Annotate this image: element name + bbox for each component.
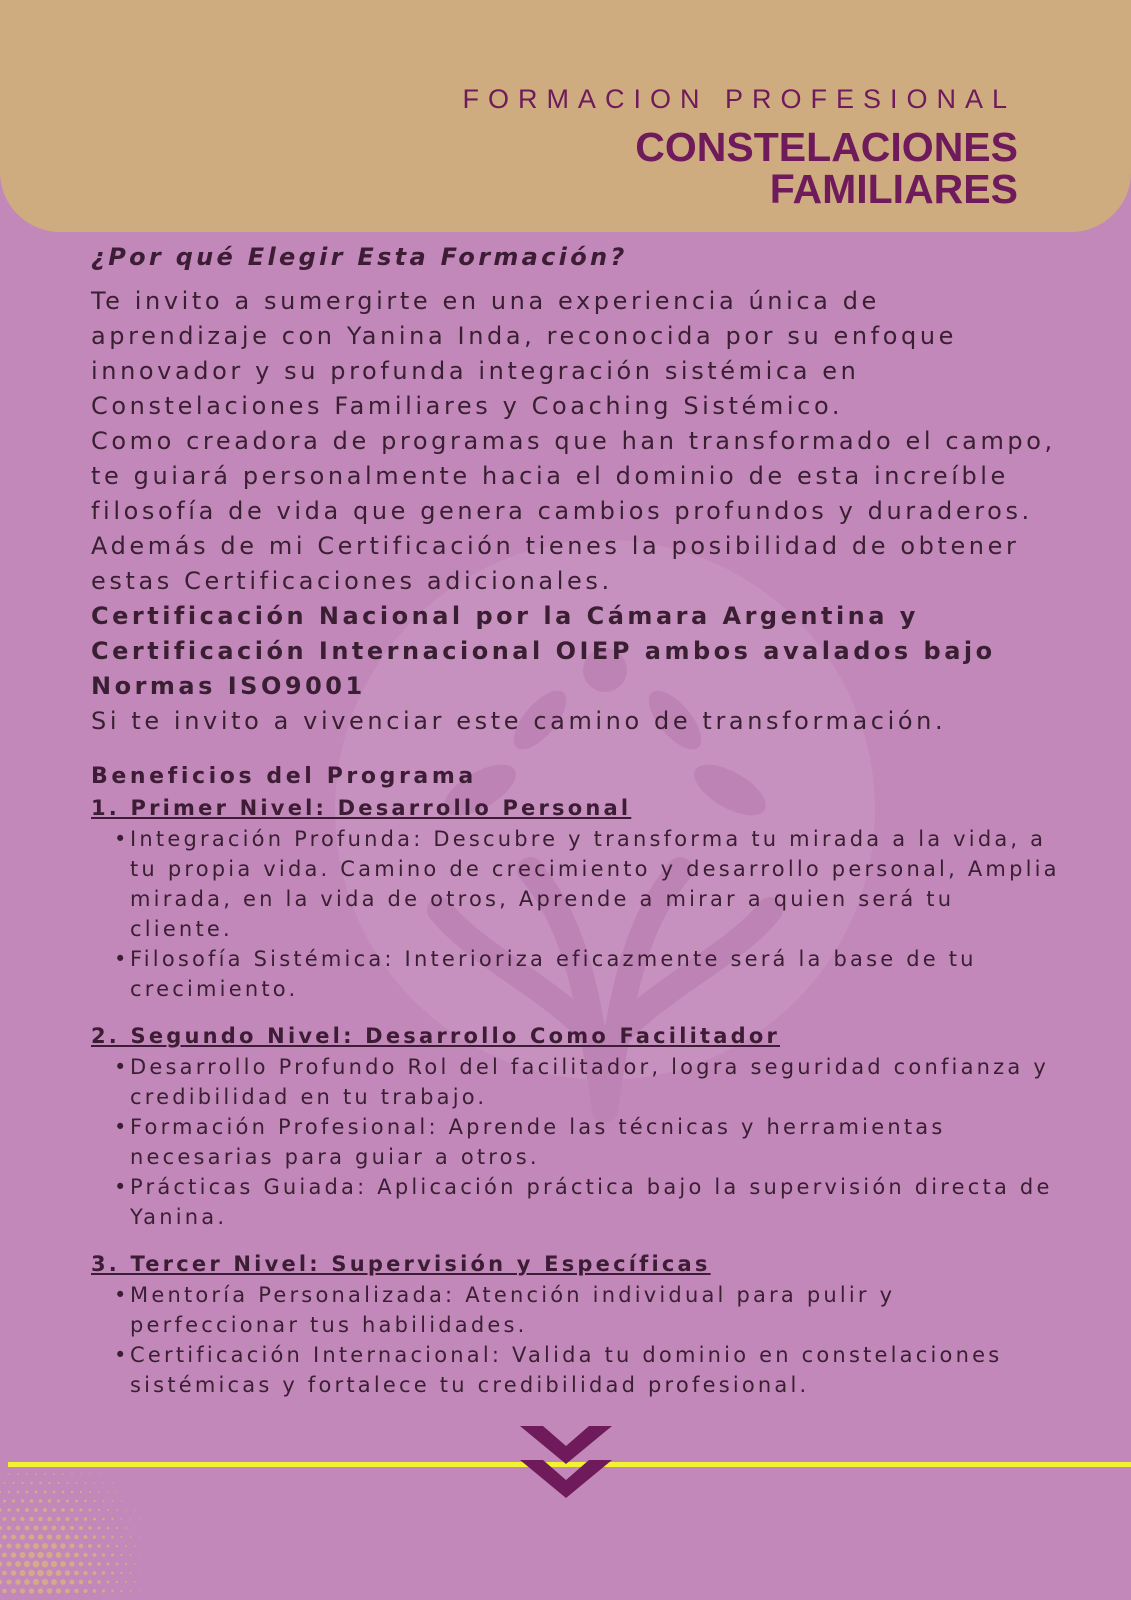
decor-dot (62, 1473, 64, 1475)
decor-dot (46, 1552, 52, 1558)
decor-dot (33, 1525, 38, 1530)
list-item: • Certificación Internacional: Valida tu dominio en constelaciones sistémicas y fortalece tu credibilidad profesional. (130, 1340, 1061, 1400)
level-3-title: 3. Tercer Nivel: Supervisión y Específicas (91, 1252, 711, 1276)
decor-dot (24, 1543, 30, 1549)
decor-dot (106, 1544, 109, 1547)
decor-dot (61, 1508, 65, 1512)
decor-dot (88, 1562, 92, 1566)
decor-dot (89, 1509, 92, 1512)
main-title-line2: FAMILIARES (769, 166, 1018, 212)
decor-dot (116, 1581, 119, 1584)
decor-dot (80, 1473, 81, 1474)
decor-dot (42, 1525, 47, 1530)
decor-dot (106, 1562, 109, 1565)
decor-dot (29, 1534, 34, 1539)
decor-dot (19, 1570, 25, 1576)
decor-dot (0, 1473, 1, 1474)
list-item: • Mentoría Personalizada: Atención individual para pulir y perfeccionar tus habilidades. (130, 1280, 1061, 1340)
decor-dot (20, 1517, 24, 1521)
decor-dot (93, 1500, 95, 1502)
decor-dot (15, 1543, 20, 1548)
decor-dot (83, 1571, 87, 1575)
decor-dot (57, 1482, 59, 1484)
decor-dot (93, 1535, 97, 1539)
decor-dot (79, 1562, 84, 1567)
decor-dot (83, 1535, 87, 1539)
list-item: • Desarrollo Profundo Rol del facilitador, logra seguridad confianza y credibilidad en tu trabajo. (130, 1052, 1061, 1112)
decor-dot (74, 1570, 79, 1575)
decor-dot (125, 1581, 127, 1583)
decor-dot (125, 1509, 126, 1510)
decor-dot (8, 1473, 10, 1475)
decor-dot (65, 1535, 70, 1540)
decor-dot (120, 1572, 122, 1574)
decor-dot (11, 1535, 16, 1540)
decor-dot (97, 1562, 101, 1566)
decor-dot (76, 1482, 78, 1484)
decor-dot (134, 1509, 135, 1510)
decor-dot (74, 1535, 78, 1539)
decor-dot (11, 1517, 15, 1521)
decor-dot (12, 1482, 14, 1484)
decor-dot (125, 1563, 127, 1565)
decor-dot (111, 1572, 114, 1575)
decor-dot (98, 1473, 99, 1474)
decor-dot (3, 1500, 6, 1503)
decor-dot (38, 1588, 44, 1594)
decor-dot (21, 1482, 23, 1484)
decor-dot (0, 1526, 2, 1530)
decor-dot (112, 1500, 114, 1502)
why-title: ¿Por qué Elegir Esta Formación? (91, 243, 628, 271)
double-chevron-down-icon (520, 1422, 612, 1502)
decor-dot (47, 1517, 51, 1521)
decor-dot (6, 1543, 11, 1548)
decor-dot (7, 1508, 10, 1511)
decor-dot (79, 1508, 82, 1511)
decor-dot (130, 1518, 131, 1519)
decor-dot (111, 1518, 113, 1520)
decor-dot (56, 1517, 60, 1521)
decor-dot (98, 1491, 100, 1493)
decor-dot (65, 1589, 70, 1594)
decor-dot (51, 1561, 57, 1567)
decor-dot (11, 1552, 17, 1558)
decor-dot (29, 1588, 35, 1594)
decor-dot (65, 1517, 69, 1521)
intro-text (91, 284, 1061, 739)
decor-dot (52, 1508, 56, 1512)
decor-dot (74, 1589, 79, 1594)
decor-dot (0, 1508, 2, 1511)
decor-dot (7, 1526, 11, 1530)
decor-dot (15, 1579, 21, 1585)
decor-dot (48, 1499, 51, 1502)
decor-dot (75, 1517, 79, 1521)
header-kicker: FORMACION PROFESIONAL (462, 84, 1016, 114)
level-3-list (91, 1280, 1061, 1400)
decor-dot (60, 1561, 66, 1567)
decor-dot (0, 1491, 1, 1493)
decor-dot (47, 1534, 52, 1539)
decor-dot (102, 1553, 105, 1556)
decor-dot (47, 1588, 53, 1594)
decor-dot (2, 1570, 7, 1575)
closing-text: Si te invito a vivenciar este camino de transformación. (91, 707, 947, 735)
decor-dot (65, 1570, 71, 1576)
decor-dot (111, 1554, 114, 1557)
decor-dot (52, 1526, 57, 1531)
decor-dot (116, 1509, 118, 1511)
decor-dot (83, 1589, 87, 1593)
decor-dot (33, 1561, 40, 1568)
decor-dot (66, 1482, 68, 1484)
dot-pattern-decoration (0, 1470, 150, 1600)
decor-dot (62, 1491, 65, 1494)
decor-dot (70, 1526, 74, 1530)
decor-dot (60, 1543, 65, 1548)
decor-dot (30, 1482, 32, 1484)
decor-dot (57, 1499, 60, 1502)
decor-dot (6, 1579, 11, 1584)
decor-dot (33, 1579, 39, 1585)
decor-dot (69, 1579, 74, 1584)
decor-dot (88, 1544, 92, 1548)
level-2-title: 2. Segundo Nivel: Desarrollo Como Facilitador (91, 1024, 781, 1048)
decor-dot (38, 1534, 44, 1540)
decor-dot (42, 1543, 48, 1549)
decor-dot (93, 1553, 97, 1557)
decor-dot (0, 1544, 2, 1549)
decor-dot (39, 1499, 42, 1502)
decor-dot (55, 1570, 61, 1576)
decor-dot (39, 1482, 41, 1484)
list-item: • Prácticas Guiada: Aplicación práctica bajo la supervisión directa de Yanina. (130, 1172, 1061, 1232)
decor-dot (103, 1500, 105, 1502)
decor-dot (102, 1589, 105, 1592)
decor-dot (116, 1491, 117, 1492)
decor-dot (56, 1552, 62, 1558)
decor-dot (2, 1552, 7, 1557)
decor-dot (26, 1473, 28, 1475)
decor-dot (102, 1571, 105, 1574)
decor-dot (120, 1554, 122, 1556)
decor-dot (42, 1561, 49, 1568)
decor-dot (79, 1544, 84, 1549)
main-title (635, 126, 1018, 210)
decor-dot (30, 1499, 33, 1502)
decor-dot (53, 1473, 55, 1475)
decor-dot (6, 1561, 11, 1566)
decor-dot (24, 1561, 30, 1567)
decor-dot (107, 1527, 110, 1530)
decor-dot (134, 1545, 136, 1547)
decor-dot (125, 1527, 127, 1529)
decor-dot (43, 1508, 47, 1512)
decor-dot (134, 1563, 136, 1565)
decor-dot (139, 1536, 140, 1537)
decor-dot (3, 1517, 7, 1521)
decor-dot (79, 1526, 83, 1530)
decor-dot (139, 1554, 140, 1555)
decor-dot (93, 1571, 97, 1575)
decor-dot (121, 1518, 123, 1520)
decor-dot (97, 1580, 101, 1584)
decor-dot (89, 1473, 90, 1474)
header-banner (0, 0, 1131, 232)
decor-dot (56, 1534, 61, 1539)
decor-dot (16, 1526, 21, 1531)
decor-dot (139, 1572, 140, 1573)
list-item: • Filosofía Sistémica: Interioriza eficazmente será la base de tu crecimiento. (130, 944, 1061, 1004)
decor-dot (94, 1482, 95, 1483)
decor-dot (25, 1526, 30, 1531)
decor-dot (16, 1508, 20, 1512)
decor-dot (28, 1552, 34, 1558)
decor-dot (111, 1536, 114, 1539)
decor-dot (11, 1570, 17, 1576)
decor-dot (130, 1554, 132, 1556)
decor-dot (93, 1589, 97, 1593)
decor-dot (37, 1552, 44, 1559)
decor-dot (125, 1545, 127, 1547)
decor-dot (2, 1535, 7, 1540)
decor-dot (15, 1561, 21, 1567)
decor-dot (17, 1491, 20, 1494)
decor-dot (0, 1580, 2, 1585)
decor-dot (12, 1499, 15, 1502)
decor-dot (71, 1473, 73, 1475)
decor-dot (34, 1508, 38, 1512)
decor-dot (4, 1482, 6, 1484)
intro-paragraph-1: Te invito a sumergirte en una experiencia única de aprendizaje con Yanina Inda, reconocida por su enfoque innovador y su profunda integración sistémica en Constelaciones Familiares y Coaching Sistémico. (91, 287, 958, 420)
decor-dot (21, 1499, 24, 1502)
decor-dot (61, 1526, 66, 1531)
decor-dot (97, 1526, 100, 1529)
decor-dot (80, 1491, 82, 1493)
decor-dot (66, 1499, 69, 1502)
decor-dot (102, 1518, 105, 1521)
decor-dot (102, 1535, 105, 1538)
decor-dot (98, 1509, 100, 1511)
decor-dot (97, 1544, 101, 1548)
decor-dot (130, 1536, 132, 1538)
decor-dot (2, 1589, 7, 1594)
decor-dot (20, 1534, 25, 1539)
benefits-title: Beneficios del Programa (91, 764, 477, 789)
decor-dot (69, 1561, 74, 1566)
decor-dot (46, 1570, 52, 1576)
decor-dot (130, 1572, 132, 1574)
list-item: • Formación Profesional: Aprende las técnicas y herramientas necesarias para guiar a otros. (130, 1112, 1061, 1172)
decor-dot (42, 1579, 48, 1585)
decor-dot (116, 1527, 118, 1529)
decor-dot (35, 1473, 37, 1475)
decor-dot (106, 1580, 109, 1583)
certifications-text: Certificación Nacional por la Cámara Argentina y Certificación Internacional OIEP ambos avalados bajo Normas ISO9001 (91, 602, 996, 700)
decor-dot (139, 1590, 140, 1591)
decor-dot (120, 1590, 122, 1592)
decor-dot (85, 1482, 87, 1484)
decor-dot (74, 1553, 79, 1558)
level-1-title: 1. Primer Nivel: Desarrollo Personal (91, 796, 632, 820)
decor-dot (17, 1473, 19, 1475)
decor-dot (89, 1491, 91, 1493)
decor-dot (103, 1482, 104, 1483)
decor-dot (51, 1543, 57, 1549)
decor-dot (130, 1590, 132, 1592)
decor-dot (111, 1590, 114, 1593)
decor-dot (139, 1518, 140, 1519)
decor-dot (38, 1517, 42, 1521)
decor-dot (26, 1491, 29, 1494)
decor-dot (116, 1545, 119, 1548)
decor-dot (93, 1517, 96, 1520)
decor-dot (71, 1491, 74, 1494)
decor-dot (65, 1552, 70, 1557)
decor-dot (83, 1553, 87, 1557)
decor-dot (29, 1517, 33, 1521)
decor-dot (107, 1509, 109, 1511)
decor-dot (134, 1581, 136, 1583)
decor-dot (88, 1526, 92, 1530)
decor-dot (88, 1580, 92, 1584)
decor-dot (69, 1543, 74, 1548)
decor-dot (24, 1579, 30, 1585)
level-1-list (91, 824, 1061, 1004)
decor-dot (75, 1500, 78, 1503)
decor-dot (19, 1552, 25, 1558)
decor-dot (112, 1482, 113, 1483)
decor-dot (37, 1570, 44, 1577)
decor-dot (11, 1588, 16, 1593)
decor-dot (56, 1588, 61, 1593)
decor-dot (60, 1579, 66, 1585)
decor-dot (120, 1536, 122, 1538)
decor-dot (25, 1508, 29, 1512)
decor-dot (28, 1570, 35, 1577)
decor-dot (8, 1491, 11, 1494)
decor-dot (44, 1491, 47, 1494)
decor-dot (121, 1500, 122, 1501)
decor-dot (48, 1482, 50, 1484)
decor-dot (20, 1588, 25, 1593)
decor-dot (33, 1543, 39, 1549)
decor-dot (84, 1500, 87, 1503)
list-item: • Integración Profunda: Descubre y transforma tu mirada a la vida, a tu propia vida. Camino de crecimiento y desarrollo personal, Amplia mirada, en la vida de otros, Aprende a mirar a quien será tu cliente. (130, 824, 1061, 944)
decor-dot (44, 1473, 46, 1475)
intro-paragraph-2: Como creadora de programas que han transformado el campo, te guiará personalmente hacia el dominio de esta increíble filosofía de vida que genera cambios profundos y duraderos. Además de mi Certificación tienes la posibilidad de obtener estas Certificaciones adicionales. (91, 427, 1056, 595)
decor-dot (84, 1517, 87, 1520)
decor-dot (70, 1508, 73, 1511)
decor-dot (79, 1580, 84, 1585)
decor-dot (116, 1563, 119, 1566)
decor-dot (0, 1562, 2, 1567)
level-2-list (91, 1052, 1061, 1232)
decor-dot (35, 1491, 38, 1494)
main-content (91, 240, 1061, 1400)
decor-dot (134, 1527, 135, 1528)
main-title-line1: CONSTELACIONES (635, 124, 1018, 170)
decor-dot (107, 1491, 108, 1492)
decor-dot (51, 1579, 57, 1585)
decor-dot (53, 1491, 56, 1494)
